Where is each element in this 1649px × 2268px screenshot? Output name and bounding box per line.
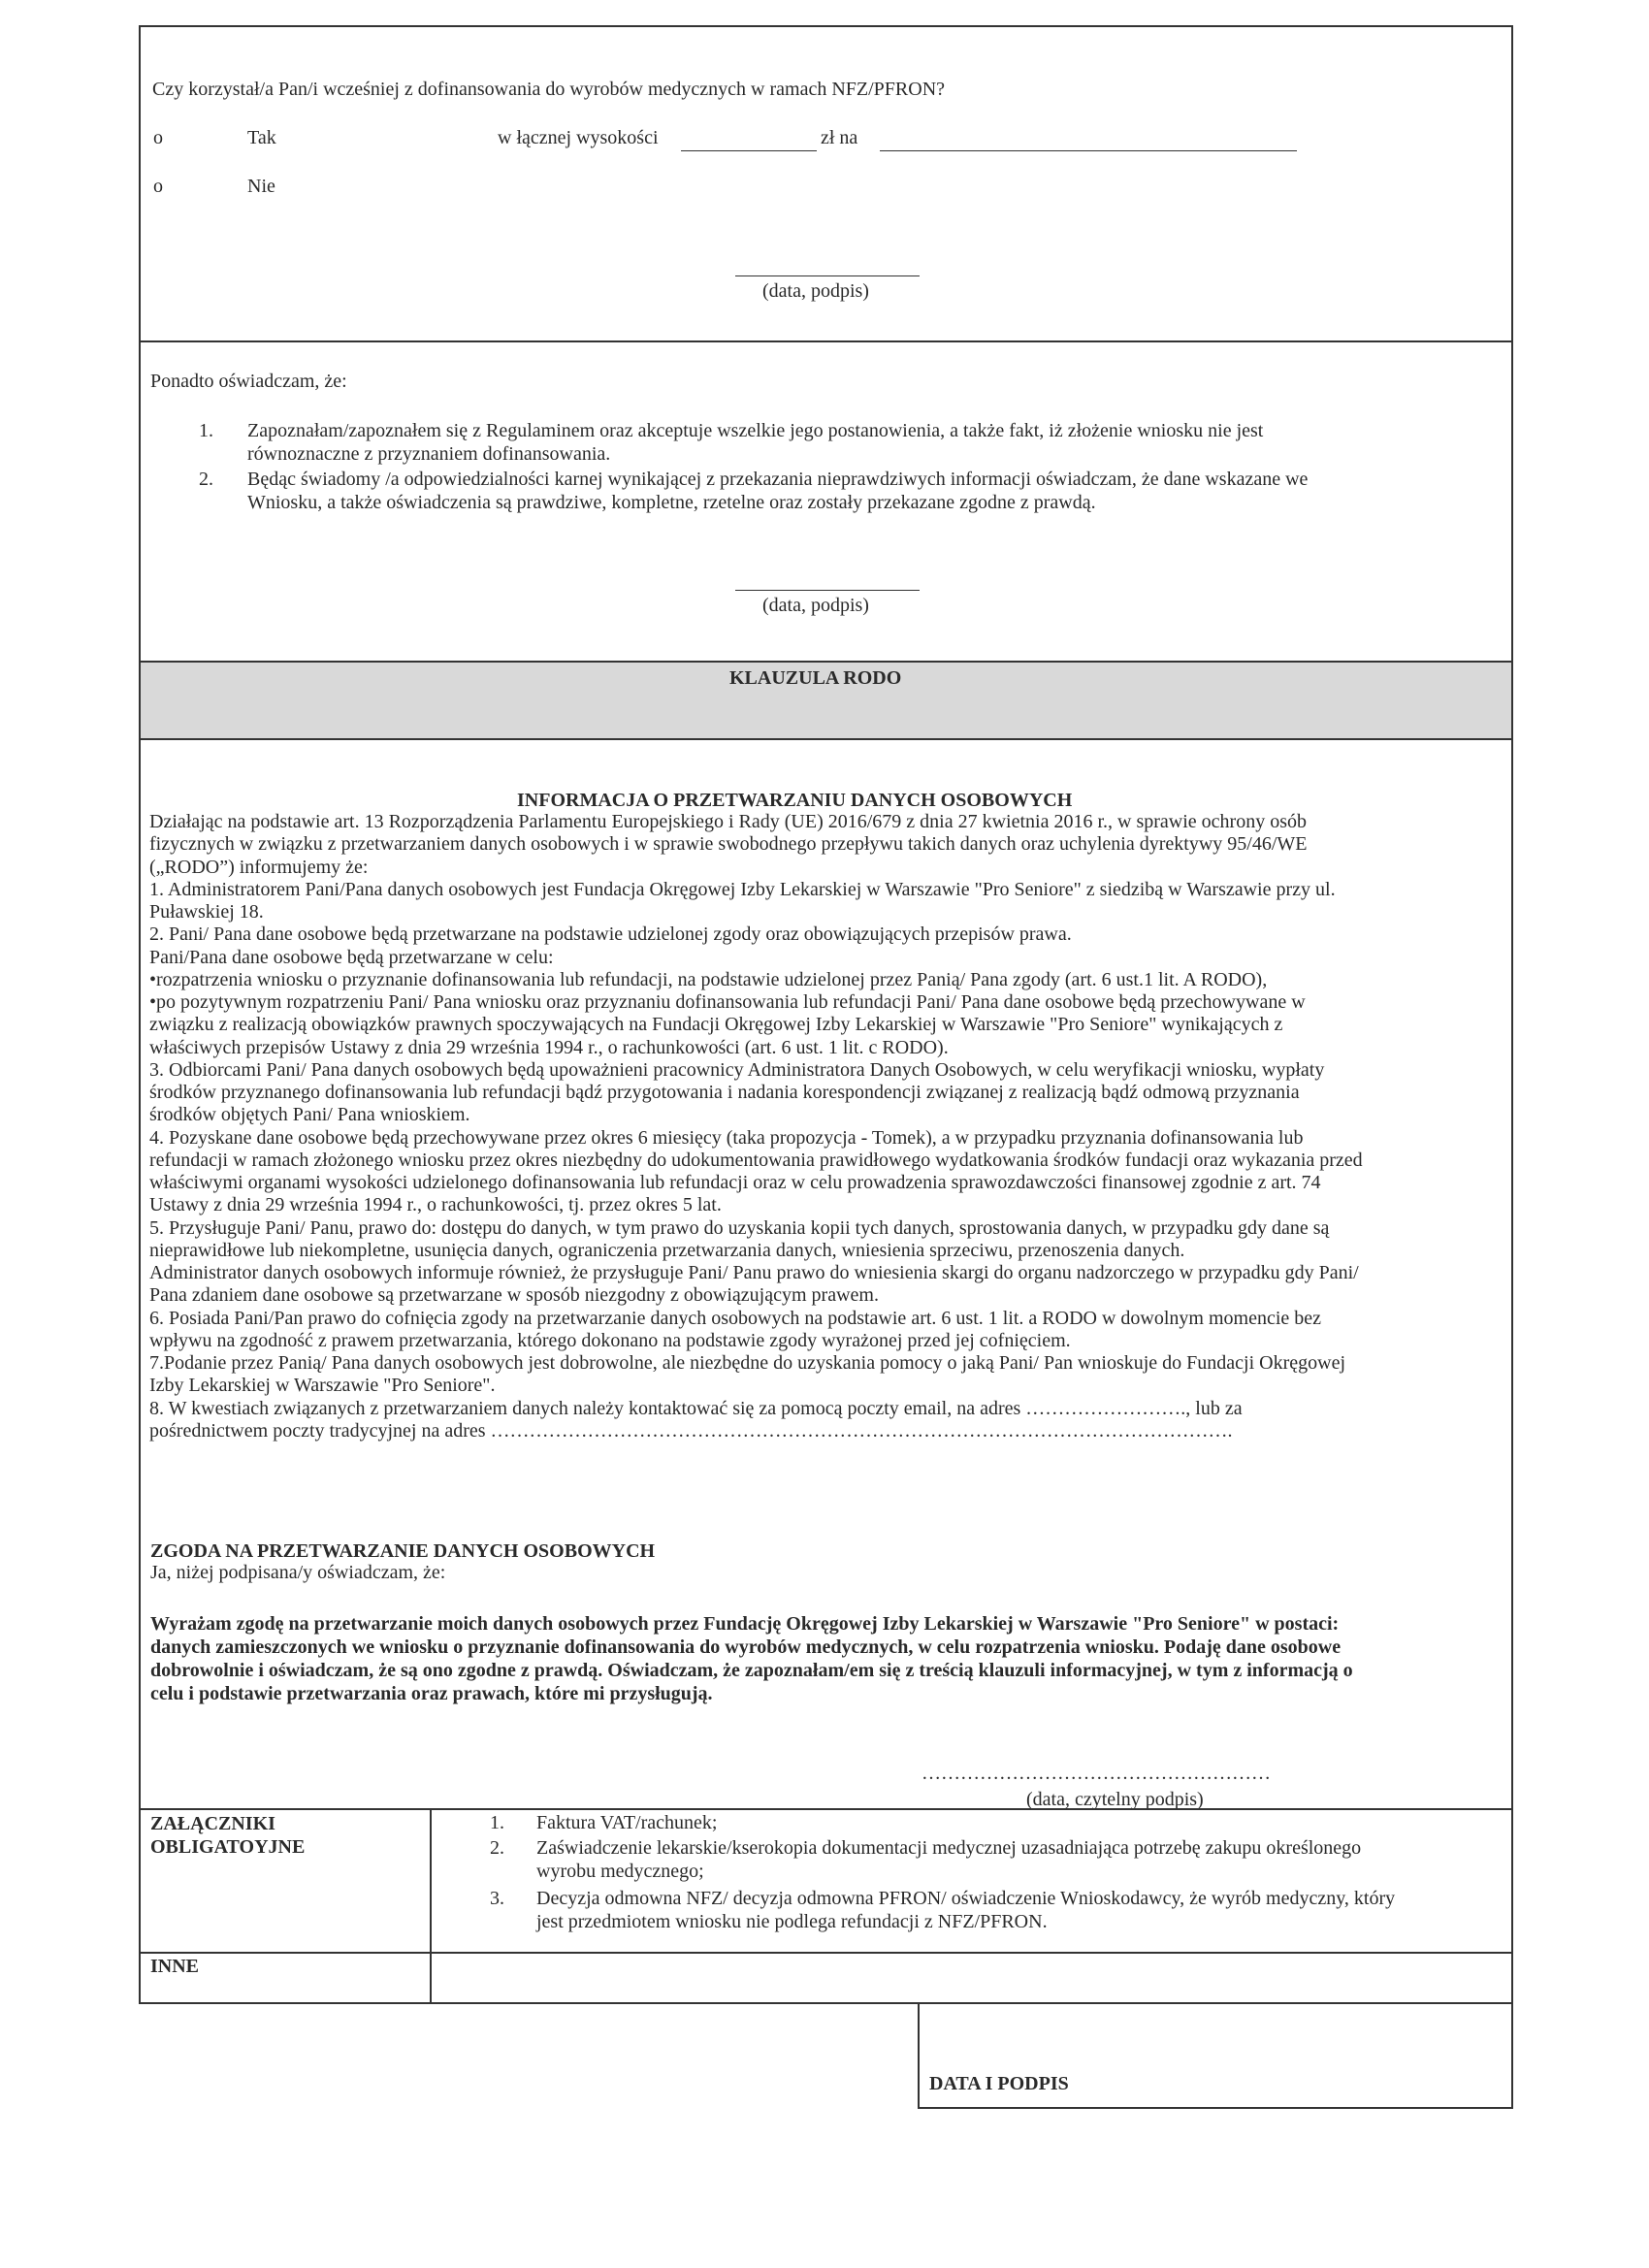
signature-caption-1: (data, podpis) bbox=[762, 280, 869, 302]
rodo-text-line: Izby Lekarskiej w Warszawie "Pro Seniore". bbox=[149, 1375, 496, 1397]
attachment-text: wyrobu medycznego; bbox=[536, 1861, 704, 1882]
consent-title: ZGODA NA PRZETWARZANIE DANYCH OSOBOWYCH bbox=[150, 1540, 656, 1562]
declaration-item-number: 1. bbox=[199, 420, 213, 441]
prior-funding-question: Czy korzystał/a Pan/i wcześniej z dofinansowania do wyrobów medycznych w ramach NFZ/PFRON? bbox=[152, 79, 946, 100]
divider bbox=[139, 738, 1513, 740]
rodo-text-line: Działając na podstawie art. 13 Rozporządzenia Parlamentu Europejskiego i Rady (UE) 2016/679 z dnia 27 kwietnia 2016 r., w sprawie ochrony osób bbox=[149, 811, 1307, 832]
signature-caption-2: (data, podpis) bbox=[762, 595, 869, 616]
purpose-field[interactable] bbox=[880, 133, 1297, 151]
consent-text: danych zamieszczonych we wniosku o przyznanie dofinansowania do wyrobów medycznych, w celu rozpatrzenia wniosku. Podaję dane osobowe bbox=[150, 1636, 1342, 1658]
declaration-item-text: Wniosku, a także oświadczenia są prawdziwe, kompletne, rzetelne oraz zostały przekazane zgodne z prawdą. bbox=[247, 492, 1096, 513]
declaration-item-text: równoznaczne z przyznaniem dofinansowania. bbox=[247, 443, 611, 465]
attachment-text: Decyzja odmowna NFZ/ decyzja odmowna PFRON/ oświadczenie Wnioskodawcy, że wyrób medyczny, który bbox=[536, 1888, 1396, 1909]
option-no-label: Nie bbox=[247, 176, 275, 197]
declaration-intro: Ponadto oświadczam, że: bbox=[150, 371, 347, 392]
currency-label: zł na bbox=[821, 127, 858, 148]
rodo-text-line: Pani/Pana dane osobowe będą przetwarzane w celu: bbox=[149, 946, 554, 968]
consent-signature-dots[interactable]: ……………………………………………… bbox=[922, 1763, 1271, 1784]
declaration-item-text: Zapoznałam/zapoznałem się z Regulaminem oraz akceptuje wszelkie jego postanowienia, a także fakt, iż złożenie wniosku nie jest bbox=[247, 420, 1264, 441]
declaration-item-number: 2. bbox=[199, 469, 213, 490]
signature-line-2[interactable] bbox=[735, 590, 920, 591]
attachments-label: OBLIGATOYJNE bbox=[150, 1836, 306, 1858]
consent-text: celu i podstawie przetwarzania oraz prawach, które mi przysługują. bbox=[150, 1683, 713, 1704]
consent-signature-caption: (data, czytelny podpis) bbox=[1026, 1789, 1204, 1810]
rodo-text-line: Pana zdaniem dane osobowe są przetwarzane w sposób niezgodny z obowiązującym prawem. bbox=[149, 1284, 879, 1307]
rodo-text-line: środków objętych Pani/ Pana wnioskiem. bbox=[149, 1104, 470, 1126]
rodo-text-line: •rozpatrzenia wniosku o przyznanie dofinansowania lub refundacji, na podstawie udzielonej przez Panią/ Pana zgody (art. 6 ust.1 lit. A RODO), bbox=[149, 968, 1268, 990]
rodo-text-line: („RODO”) informujemy że: bbox=[149, 856, 369, 878]
divider bbox=[139, 1808, 1513, 1810]
attachment-text: jest przedmiotem wniosku nie podlega refundacji z NFZ/PFRON. bbox=[536, 1911, 1048, 1932]
amount-field[interactable] bbox=[681, 133, 817, 151]
option-yes-label: Tak bbox=[247, 127, 276, 148]
rodo-text-line: 7.Podanie przez Panią/ Pana danych osobowych jest dobrowolne, ale niezbędne do uzyskania pomocy o jaką Pani/ Pan wnioskuje do Fundacji Okręgowej bbox=[149, 1352, 1346, 1374]
signature-line-1[interactable] bbox=[735, 275, 920, 276]
rodo-text-line: 5. Przysługuje Pani/ Panu, prawo do: dostępu do danych, w tym prawo do uzyskania kopii tych danych, sprostowania danych, w przypadku gdy dane są bbox=[149, 1216, 1330, 1239]
date-signature-label: DATA I PODPIS bbox=[929, 2073, 1069, 2094]
attachment-number: 1. bbox=[490, 1812, 504, 1833]
consent-text: dobrowolnie i oświadczam, że są ono zgodne z prawdą. Oświadczam, że zapoznałam/em się z treścią klauzuli informacyjnej, w tym z informacją o bbox=[150, 1660, 1353, 1681]
rodo-text-line: 6. Posiada Pani/Pan prawo do cofnięcia zgody na przetwarzanie danych osobowych na podstawie art. 6 ust. 1 lit. a RODO w dowolnym momencie bez bbox=[149, 1307, 1322, 1329]
consent-intro: Ja, niżej podpisana/y oświadczam, że: bbox=[150, 1562, 446, 1583]
rodo-text-line: związku z realizacją obowiązków prawnych spoczywających na Fundacji Okręgowej Izby Lekarskiej w Warszawie "Pro Seniore" wynikających z bbox=[149, 1014, 1283, 1036]
rodo-title: INFORMACJA O PRZETWARZANIU DANYCH OSOBOWYCH bbox=[517, 790, 1073, 811]
rodo-text-line: nieprawidłowe lub niekompletne, usunięcia danych, ograniczenia przetwarzania danych, wniesienia sprzeciwu, przenoszenia danych. bbox=[149, 1239, 1185, 1261]
rodo-text-line: 2. Pani/ Pana dane osobowe będą przetwarzane na podstawie udzielonej zgody oraz obowiązujących przepisów prawa. bbox=[149, 923, 1072, 946]
rodo-text-line: wpływu na zgodność z prawem przetwarzania, którego dokonano na podstawie zgody wyrażonej przed jej cofnięciem. bbox=[149, 1329, 1071, 1351]
attachment-number: 3. bbox=[490, 1888, 504, 1909]
rodo-text-line: 3. Odbiorcami Pani/ Pana danych osobowych będą upoważnieni pracownicy Administratora Danych Osobowych, w celu weryfikacji wniosku, wypłaty bbox=[149, 1058, 1325, 1081]
rodo-text-line: 8. W kwestiach związanych z przetwarzaniem danych należy kontaktować się za pomocą poczty email, na adres ……………………., lub za bbox=[149, 1397, 1243, 1419]
attachment-text: Faktura VAT/rachunek; bbox=[536, 1812, 718, 1833]
checkbox-yes[interactable]: o bbox=[153, 127, 163, 148]
table-column-divider bbox=[430, 1808, 432, 2004]
rodo-text-line: Puławskiej 18. bbox=[149, 901, 264, 923]
rodo-text-line: 4. Pozyskane dane osobowe będą przechowywane przez okres 6 miesięcy (taka propozycja - Tomek), a w przypadku przyznania dofinansowania lub bbox=[149, 1126, 1304, 1149]
rodo-text-line: fizycznych w związku z przetwarzaniem danych osobowych i w sprawie swobodnego przepływu takich danych oraz uchylenia dyrektywy 95/46/WE bbox=[149, 833, 1308, 856]
rodo-text-line: środków przyznanego dofinansowania lub refundacji bądź przygotowania i nadania korespondencji związanej z realizacją bądź odmową przyznania bbox=[149, 1082, 1300, 1103]
rodo-text-line: właściwych przepisów Ustawy z dnia 29 września 1994 r., o rachunkowości (art. 6 ust. 1 lit. c RODO). bbox=[149, 1036, 949, 1058]
checkbox-no[interactable]: o bbox=[153, 176, 163, 197]
attachment-number: 2. bbox=[490, 1837, 504, 1859]
divider bbox=[139, 1952, 1513, 1954]
rodo-text-line: Ustawy z dnia 29 września 1994 r., o rachunkowości, tj. przez okres 5 lat. bbox=[149, 1194, 722, 1216]
rodo-text-line: pośrednictwem poczty tradycyjnej na adres ……………………………………………………………………………………………………. bbox=[149, 1419, 1233, 1442]
rodo-text-line: Administrator danych osobowych informuje również, że przysługuje Pani/ Panu prawo do wniesienia skargi do organu nadzorczego w przypadku gdy Pani/ bbox=[149, 1262, 1359, 1283]
divider bbox=[139, 340, 1513, 342]
rodo-text-line: refundacji w ramach złożonego wniosku przez okres niezbędny do udokumentowania prawidłowego wydatkowania środków fundacji oraz wykazania przed bbox=[149, 1149, 1363, 1171]
consent-text: Wyrażam zgodę na przetwarzanie moich danych osobowych przez Fundację Okręgowej Izby Lekarskiej w Warszawie "Pro Seniore" w postaci: bbox=[150, 1613, 1340, 1635]
rodo-header: KLAUZULA RODO bbox=[729, 667, 902, 689]
attachment-text: Zaświadczenie lekarskie/kserokopia dokumentacji medycznej uzasadniająca potrzebę zakupu określonego bbox=[536, 1837, 1362, 1859]
declaration-item-text: Będąc świadomy /a odpowiedzialności karnej wynikającej z przekazania nieprawdziwych informacji oświadczam, że dane wskazane we bbox=[247, 469, 1309, 490]
rodo-text-line: właściwymi organami wysokości udzielonego dofinansowania lub refundacji oraz w celu prowadzenia sprawozdawczości finansowej zgodnie z art. 74 bbox=[149, 1172, 1321, 1193]
amount-label: w łącznej wysokości bbox=[498, 127, 659, 148]
rodo-text-line: 1. Administratorem Pani/Pana danych osobowych jest Fundacja Okręgowej Izby Lekarskiej w Warszawie "Pro Seniore" z siedzibą w Warszawie przy ul. bbox=[149, 878, 1336, 900]
rodo-text-line: •po pozytywnym rozpatrzeniu Pani/ Pana wniosku oraz przyznaniu dofinansowania lub refundacji Pani/ Pana dane osobowe będą przechowywane w bbox=[149, 991, 1306, 1013]
other-label: INNE bbox=[150, 1956, 200, 1977]
attachments-label: ZAŁĄCZNIKI bbox=[150, 1813, 275, 1834]
